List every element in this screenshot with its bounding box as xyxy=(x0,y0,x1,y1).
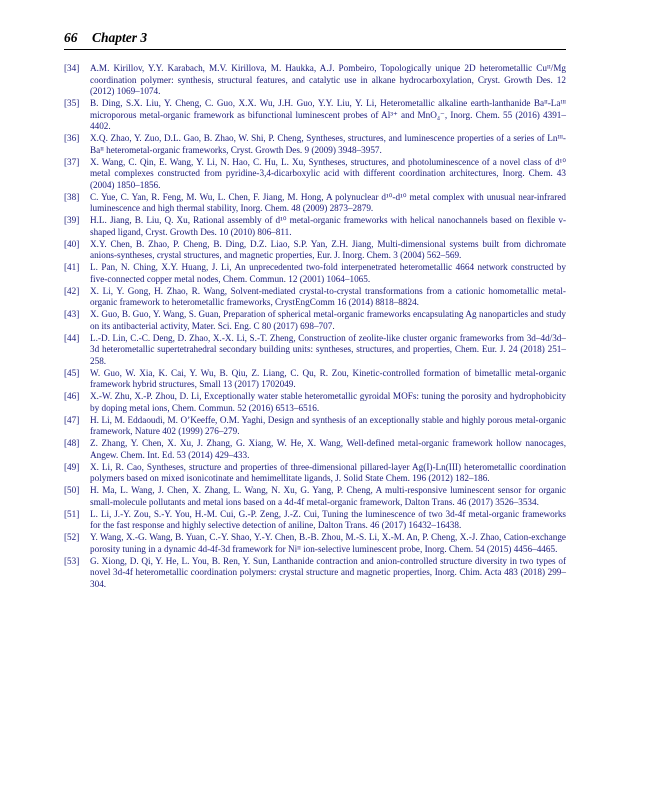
reference-item xyxy=(64,462,566,485)
reference-text: X.-W. Zhu, X.-P. Zhou, D. Li, Exceptionally water stable heterometallic gyroidal MOFs: tuning the porosity and hydrophobicity by doping metal ions, Chem. Commun. 52 (2016) 6513–6516. xyxy=(90,391,566,413)
reference-text: A.M. Kirillov, Y.Y. Karabach, M.V. Kirillova, M. Haukka, A.J. Pombeiro, Topologically unique 2D heterometallic Cuᴵᴵ/Mg coordination polymer: synthesis, structural features, and catalytic use in alkane hydrocarboxylation, Cryst. Growth Des. 12 (2012) 1069–1074. xyxy=(90,63,566,97)
reference-item xyxy=(64,391,566,414)
page-number: 66 xyxy=(64,30,78,45)
reference-index: [40] xyxy=(64,238,80,249)
reference-text: X. Guo, B. Guo, Y. Wang, S. Guan, Preparation of spherical metal-organic frameworks encapsulating Ag nanoparticles and study on its antibacterial activity, Mater. Sci. Eng. C 80 (2017) 698–707. xyxy=(90,309,566,331)
reference-index: [44] xyxy=(64,332,80,343)
reference-index: [53] xyxy=(64,555,80,566)
reference-item xyxy=(64,192,566,215)
reference-item xyxy=(64,485,566,508)
reference-text: L. Li, J.-Y. Zou, S.-Y. You, H.-M. Cui, G.-P. Zeng, J.-Z. Cui, Tuning the luminescence of two 3d-4f metal-organic frameworks for the fast response and highly selective detection of aniline, Dalton Trans. 46 (2017) 16432–16438. xyxy=(90,508,566,531)
reference-item xyxy=(64,532,566,555)
reference-index: [50] xyxy=(64,485,80,496)
reference-text: L. Pan, N. Ching, X.Y. Huang, J. Li, An unprecedented two-fold interpenetrated heterometallic 4664 network constructed by five-connected copper metal nodes, Chem. Commun. 12 (2001) 1064–1065. xyxy=(90,262,566,284)
reference-item xyxy=(64,239,566,262)
reference-item xyxy=(64,415,566,438)
reference-item xyxy=(64,63,566,98)
reference-text: X. Li, Y. Gong, H. Zhao, R. Wang, Solvent-mediated crystal-to-crystal transformations from a cationic homometallic metal-organic framework to heterometallic frameworks, CrystEngComm 16 (2014) 8818–8824. xyxy=(90,285,566,308)
reference-index: [51] xyxy=(64,508,80,519)
reference-item xyxy=(64,215,566,238)
reference-item xyxy=(64,333,566,368)
reference-item xyxy=(64,368,566,391)
reference-index: [49] xyxy=(64,461,80,472)
reference-item xyxy=(64,262,566,285)
reference-item xyxy=(64,133,566,156)
reference-text: Z. Zhang, Y. Chen, X. Xu, J. Zhang, G. Xiang, W. He, X. Wang, Well-defined metal-organic framework hollow nanocages, Angew. Chem. Int. Ed. 53 (2014) 429–433. xyxy=(90,438,566,460)
reference-text: H. Li, M. Eddaoudi, M. O’Keeffe, O.M. Yaghi, Design and synthesis of an exceptionally stable and highly porous metal-organic framework, Nature 402 (1999) 276–279. xyxy=(90,414,566,437)
reference-index: [39] xyxy=(64,215,80,226)
reference-index: [42] xyxy=(64,285,80,296)
reference-text: G. Xiong, D. Qi, Y. He, L. You, B. Ren, Y. Sun, Lanthanide contraction and anion-controlled structure diversity in two types of novel 3d-4f heterometallic coordination polymers: crystal structure and magnetic properties, Inorg. Chim. Acta 483 (2018) 299–304. xyxy=(90,555,566,589)
reference-index: [41] xyxy=(64,262,80,273)
reference-text: X. Wang, C. Qin, E. Wang, Y. Li, N. Hao, C. Hu, L. Xu, Syntheses, structures, and photoluminescence of a novel class of d¹⁰ metal complexes constructed from pyridine-3,4-dicarboxylic acid with different coordination architectures, Inorg. Chem. 43 (2004) 1850–1856. xyxy=(90,156,566,190)
reference-list xyxy=(64,63,566,591)
reference-text: L.-D. Lin, C.-C. Deng, D. Zhao, X.-X. Li, S.-T. Zheng, Construction of zeolite-like cluster organic frameworks from 3d–4d/3d–3d heterometallic supertetrahedral secondary building units: syntheses, structures, and properties, Chem. Eur. J. 24 (2018) 251–258. xyxy=(90,332,566,366)
reference-index: [38] xyxy=(64,191,80,202)
reference-text: H. Ma, L. Wang, J. Chen, X. Zhang, L. Wang, N. Xu, G. Yang, P. Cheng, A multi-responsive luminescent sensor for organic small-molecule pollutants and metal ions based on a 4d-4f metal-organic framework, Dalton Trans. 46 (2017) 3526–3534. xyxy=(90,485,566,507)
reference-index: [34] xyxy=(64,63,80,73)
reference-item xyxy=(64,309,566,332)
reference-item xyxy=(64,438,566,461)
reference-item xyxy=(64,157,566,192)
reference-index: [35] xyxy=(64,98,80,109)
page-header xyxy=(64,29,566,50)
reference-text: C. Yue, C. Yan, R. Feng, M. Wu, L. Chen, F. Jiang, M. Hong, A polynuclear d¹⁰-d¹⁰ metal complex with unusual near-infrared luminescence and high thermal stability, Inorg. Chem. 48 (2009) 2873–2879. xyxy=(90,191,566,214)
reference-index: [36] xyxy=(64,133,80,144)
reference-item xyxy=(64,556,566,591)
reference-index: [48] xyxy=(64,438,80,449)
reference-index: [43] xyxy=(64,309,80,320)
reference-index: [52] xyxy=(64,532,80,543)
reference-index: [37] xyxy=(64,156,80,167)
reference-index: [47] xyxy=(64,414,80,425)
reference-text: X. Li, R. Cao, Syntheses, structure and properties of three-dimensional pillared-layer Ag(I)-Ln(III) heterometallic coordination polymers based on mixed isonicotinate and hemimellitate ligands, J. Solid State Chem. 196 (2012) 182–186. xyxy=(90,461,566,484)
reference-item xyxy=(64,286,566,309)
reference-item xyxy=(64,98,566,133)
reference-text: X.Q. Zhao, Y. Zuo, D.L. Gao, B. Zhao, W. Shi, P. Cheng, Syntheses, structures, and luminescence properties of a series of Lnᴵᴵᴵ-Baᴵᴵ heterometal-organic frameworks, Cryst. Growth Des. 9 (2009) 3948–3957. xyxy=(90,133,566,155)
chapter-title: Chapter 3 xyxy=(92,30,148,45)
reference-text: B. Ding, S.X. Liu, Y. Cheng, C. Guo, X.X. Wu, J.H. Guo, Y.Y. Liu, Y. Li, Heterometallic alkaline earth-lanthanide Baᴵᴵ-Laᴵᴵᴵ microporous metal-organic framework as bifunctional luminescent probes of Al³⁺ and MnO₄⁻, Inorg. Chem. 55 (2016) 4391–4402. xyxy=(90,98,566,132)
reference-text: W. Guo, W. Xia, K. Cai, Y. Wu, B. Qiu, Z. Liang, C. Qu, R. Zou, Kinetic-controlled formation of bimetallic metal-organic framework hybrid structures, Small 13 (2017) 1702049. xyxy=(90,367,566,390)
reference-index: [45] xyxy=(64,367,80,378)
reference-item xyxy=(64,509,566,532)
reference-index: [46] xyxy=(64,391,80,402)
reference-text: X.Y. Chen, B. Zhao, P. Cheng, B. Ding, D.Z. Liao, S.P. Yan, Z.H. Jiang, Multi-dimensional systems built from dichromate anions-syntheses, crystal structures, and magnetic properties, Eur. J. Inorg. Chem. 3 (2004) 562–569. xyxy=(90,238,566,261)
reference-text: Y. Wang, X.-G. Wang, B. Yuan, C.-Y. Shao, Y.-Y. Chen, B.-B. Zhou, M.-S. Li, X.-M. An, P. Cheng, X.-J. Zhao, Cation-exchange porosity tuning in a dynamic 4d-4f-3d framework for Niᴵᴵ ion-selective luminescent probe, Inorg. Chem. 54 (2015) 4456–4465. xyxy=(90,532,566,554)
reference-text: H.L. Jiang, B. Liu, Q. Xu, Rational assembly of d¹⁰ metal-organic frameworks with helical nanochannels based on flexible v-shaped ligand, Cryst. Growth Des. 10 (2010) 806–811. xyxy=(90,215,566,237)
